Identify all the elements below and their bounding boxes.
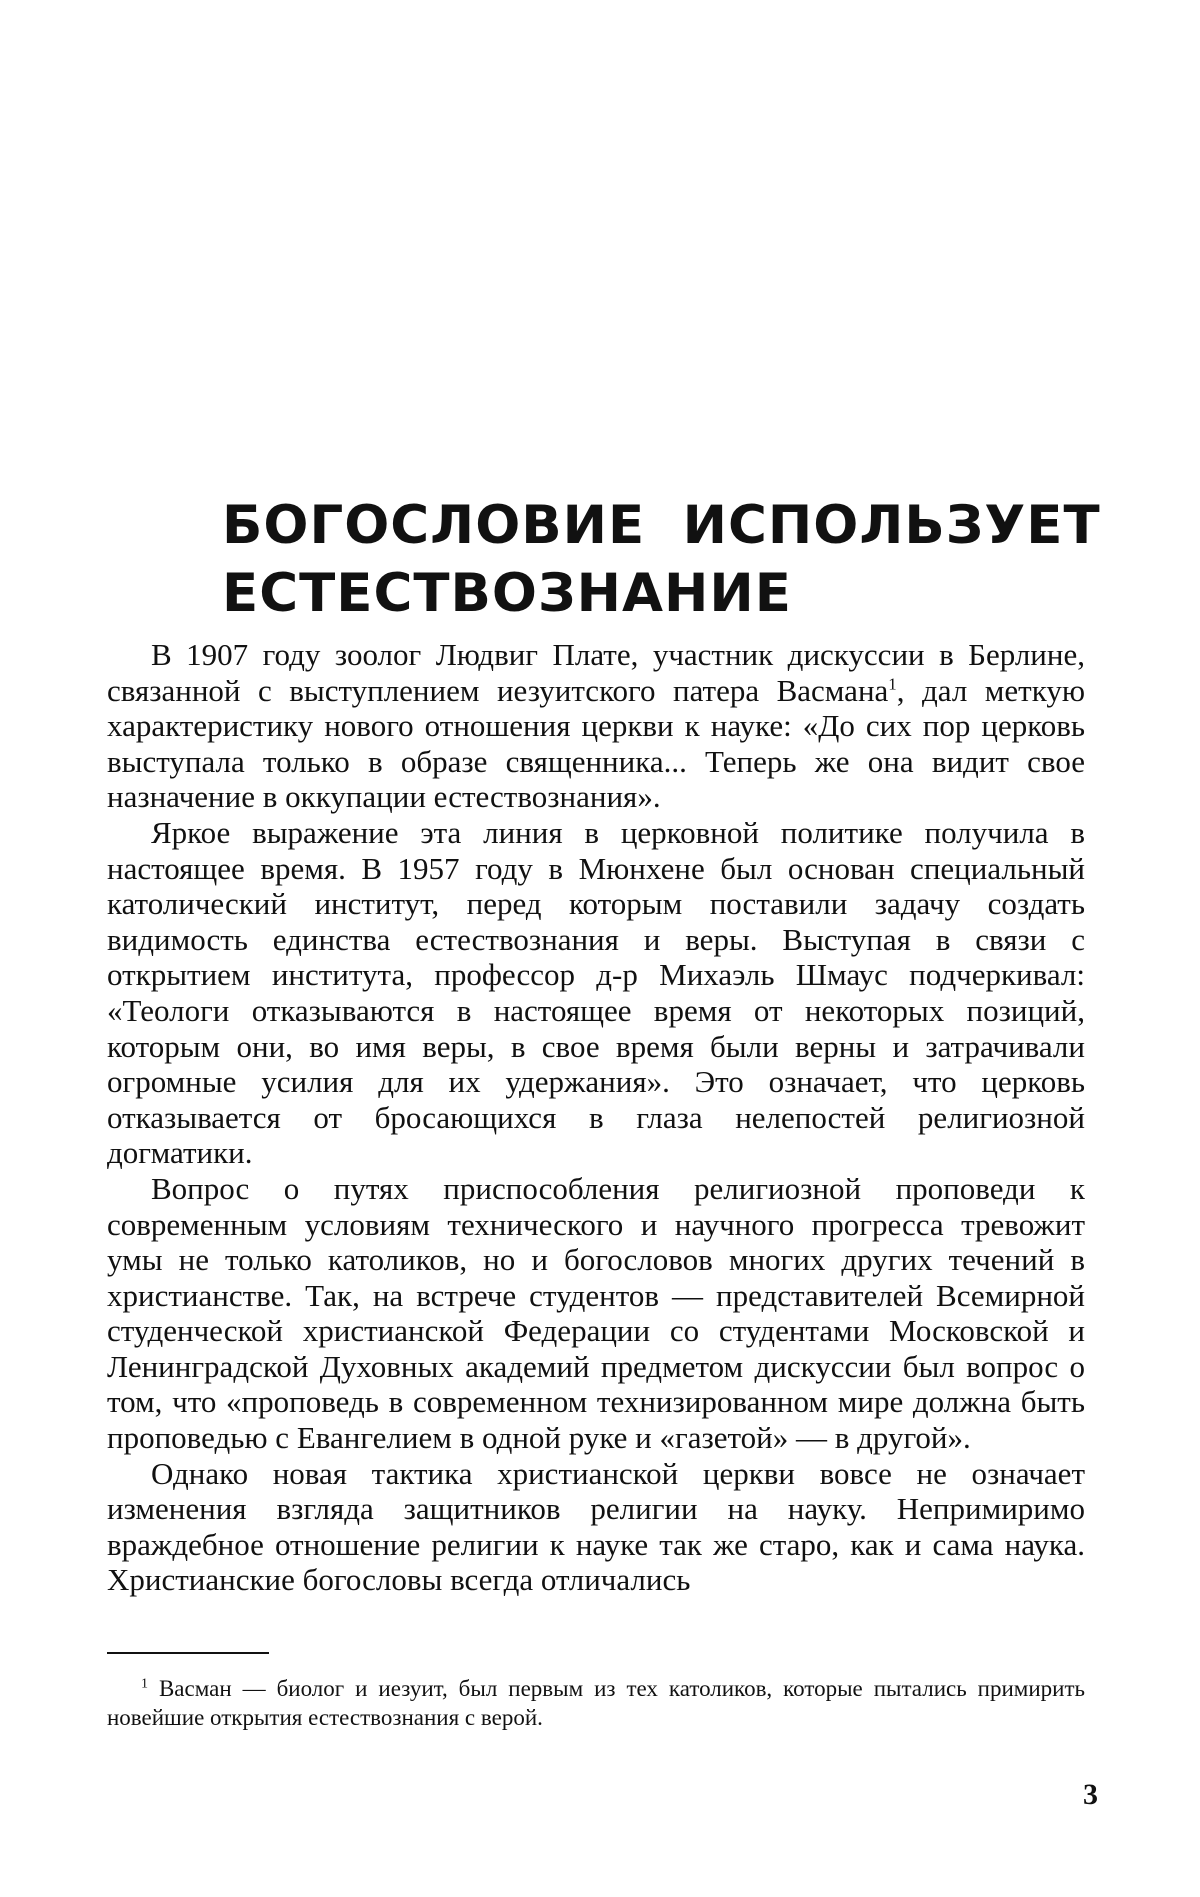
footnote-divider <box>107 1652 269 1654</box>
footnote-text: Васман — биолог и иезуит, был первым из тех католиков, которые пытались примирить новейшие открытия естествознания с верой. <box>107 1676 1085 1730</box>
chapter-heading-line-1: БОГОСЛОВИЕ ИСПОЛЬЗУЕТ <box>222 495 1101 556</box>
footnote <box>107 1674 1085 1732</box>
body-text <box>107 637 1085 1598</box>
footnote-mark: 1 <box>141 1676 148 1692</box>
page-number: 3 <box>1083 1778 1098 1811</box>
footnote-reference: 1 <box>888 674 897 694</box>
paragraph-4: Однако новая тактика христианской церкви вовсе не означает изменения взгляда защитников религии на науку. Непримиримо враждебное отношение религии к науке так же старо, как и сама наука. Христианские богословы всегда отличались <box>107 1455 1085 1598</box>
chapter-heading-line-2: ЕСТЕСТВОЗНАНИЕ <box>222 563 792 624</box>
paragraph-1-part-2: , дал меткую характеристику нового отношения церкви к науке: «До сих пор церковь выступала только в образе священника... Теперь же она видит свое назначение в оккупации естествознания». <box>107 672 1085 815</box>
chapter-heading <box>222 492 1101 628</box>
paragraph-1-part-1: В 1907 году зоолог Людвиг Плате, участник дискуссии в Берлине, связанной с выступлением иезуитского патера Васмана <box>107 637 1085 708</box>
paragraph-1 <box>107 637 1085 815</box>
paragraph-3: Вопрос о путях приспособления религиозной проповеди к современным условиям технического и научного прогресса тревожит умы не только католиков, но и богословов многих других течений в христианстве. Так, на встрече студентов — представителей Всемирной студенческой христианской Федерации со студентами Московской и Ленинградской Духовных академий предметом дискуссии был вопрос о том, что «проповедь в современном технизированном мире должна быть проповедью с Евангелием в одной руке и «газетой» — в другой». <box>107 1170 1085 1456</box>
paragraph-2: Яркое выражение эта линия в церковной политике получила в настоящее время. В 1957 году в Мюнхене был основан специальный католический институт, перед которым поставили задачу создать видимость единства естествознания и веры. Выступая в связи с открытием института, профессор д-р Михаэль Шмаус подчеркивал: «Теологи отказываются в настоящее время от некоторых позиций, которым они, во имя веры, в свое время были верны и затрачивали огромные усилия для их удержания». Это означает, что церковь отказывается от бросающихся в глаза нелепостей религиозной догматики. <box>107 814 1085 1171</box>
